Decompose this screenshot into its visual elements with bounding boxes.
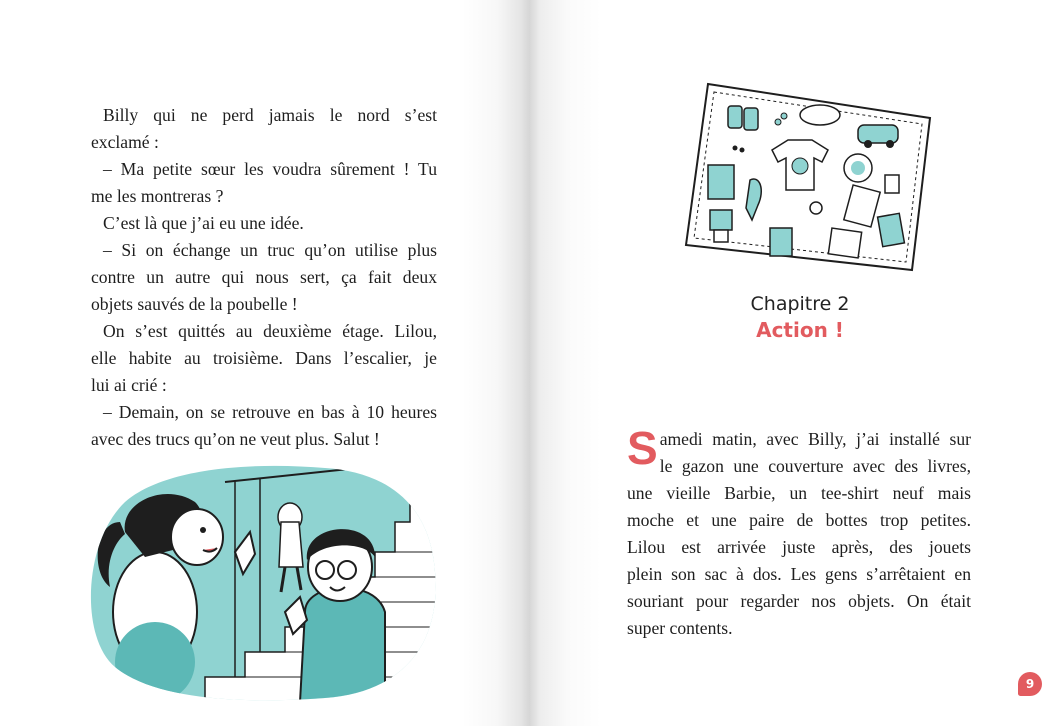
text-line: Lilou est arrivée juste après, des jouets: [627, 537, 971, 557]
text-line: avec des trucs qu’on ne veut plus. Salut !: [91, 429, 380, 449]
text-line: – Ma petite sœur les voudra sûrement ! Tu: [103, 159, 437, 179]
staircase-illustration: [85, 462, 437, 702]
left-page-paragraph: [91, 102, 437, 453]
blanket-illustration: [680, 80, 935, 276]
chapter-title: Action !: [756, 318, 844, 342]
text-line: le gazon une couverture avec des livres,: [659, 456, 971, 476]
text-line: Billy qui ne perd jamais le nord s’est: [103, 105, 437, 125]
chapter-heading: [700, 291, 900, 343]
drop-cap: S: [627, 422, 658, 474]
page-number-badge: 9: [1018, 672, 1042, 696]
text-line: – Demain, on se retrouve en bas à 10 heures: [103, 402, 437, 422]
text-line: amedi matin, avec Billy, j’ai installé sur: [659, 429, 971, 449]
text-line: objets sauvés de la poubelle !: [91, 294, 298, 314]
text-line: contre un autre qui nous sert, ça fait deux: [91, 267, 437, 287]
text-line: plein son sac à dos. Les gens s’arrêtaient en: [627, 564, 971, 584]
text-line: me les montreras ?: [91, 186, 224, 206]
right-page-paragraph: [627, 422, 971, 642]
text-line: – Si on échange un truc qu’on utilise plus: [103, 240, 437, 260]
text-line: lui ai crié :: [91, 375, 167, 395]
text-line: elle habite au troisième. Dans l’escalier, je: [91, 348, 437, 368]
text-line: moche et une paire de bottes trop petites.: [627, 510, 971, 530]
text-line: exclamé :: [91, 132, 159, 152]
text-line: souriant pour regarder nos objets. On était: [627, 591, 971, 611]
text-line: C’est là que j’ai eu une idée.: [103, 213, 304, 233]
text-line: une vieille Barbie, un tee-shirt neuf mais: [627, 483, 971, 503]
chapter-label: Chapitre 2: [750, 293, 850, 315]
text-line: super contents.: [627, 618, 733, 638]
text-line: On s’est quittés au deuxième étage. Lilou,: [103, 321, 437, 341]
